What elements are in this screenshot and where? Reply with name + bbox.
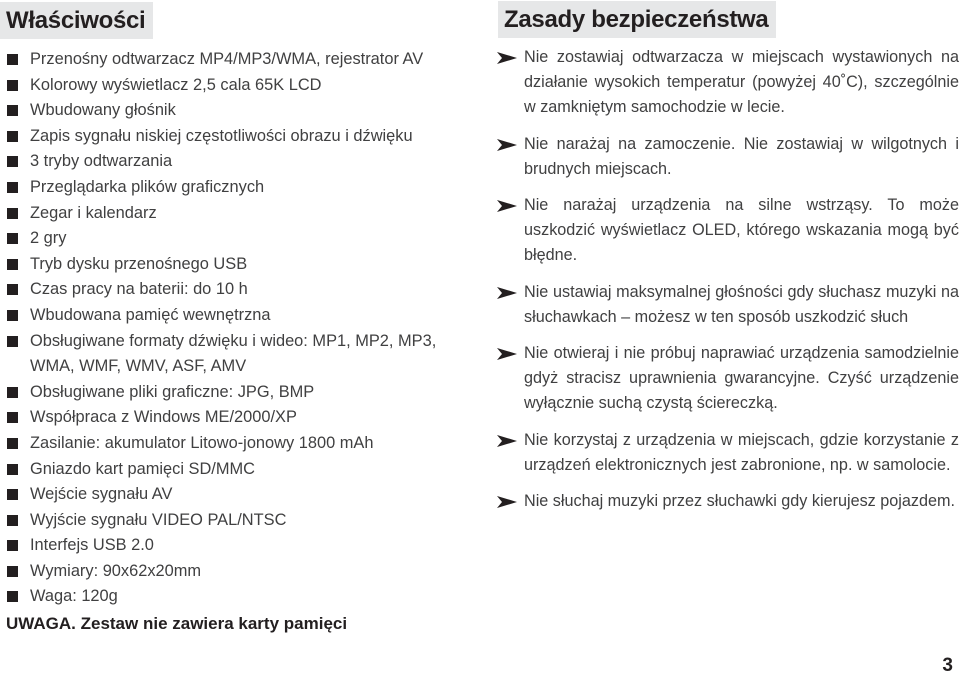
safety-text: Nie narażaj na zamoczenie. Nie zostawiaj w wilgotnych i brudnych miejscach. xyxy=(524,134,959,178)
list-item xyxy=(0,149,470,175)
square-bullet-icon xyxy=(7,515,18,526)
arrowhead-bullet-icon xyxy=(497,348,517,360)
arrowhead-bullet-icon xyxy=(497,496,517,508)
feature-text: Obsługiwane pliki graficzne: JPG, BMP xyxy=(30,382,315,401)
feature-text: Wbudowany głośnik xyxy=(30,101,176,120)
list-item xyxy=(0,559,470,585)
feature-text: 3 tryby odtwarzania xyxy=(30,152,173,171)
list-item xyxy=(0,584,470,610)
list-item xyxy=(0,329,470,380)
feature-text: Obsługiwane formaty dźwięku i wideo: MP1, MP2, MP3, WMA, WMF, WMV, ASF, AMV xyxy=(30,331,437,376)
square-bullet-icon xyxy=(7,464,18,475)
arrowhead-bullet-icon xyxy=(497,435,517,447)
feature-text: Zegar i kalendarz xyxy=(30,203,157,222)
list-item xyxy=(0,226,470,252)
list-item xyxy=(0,431,470,457)
square-bullet-icon xyxy=(7,259,18,270)
list-item xyxy=(0,98,470,124)
square-bullet-icon xyxy=(7,54,18,65)
square-bullet-icon xyxy=(7,131,18,142)
list-item xyxy=(497,428,959,478)
square-bullet-icon xyxy=(7,387,18,398)
list-item xyxy=(0,47,470,73)
feature-text: Kolorowy wyświetlacz 2,5 cala 65K LCD xyxy=(30,75,322,94)
list-item xyxy=(0,175,470,201)
feature-text: Przeglądarka plików graficznych xyxy=(30,177,265,196)
square-bullet-icon xyxy=(7,336,18,347)
list-item xyxy=(0,405,470,431)
square-bullet-icon xyxy=(7,591,18,602)
list-item xyxy=(497,341,959,417)
arrowhead-bullet-icon xyxy=(497,200,517,212)
list-item xyxy=(497,489,959,514)
feature-text: 2 gry xyxy=(30,229,67,248)
feature-text: Wyjście sygnału VIDEO PAL/NTSC xyxy=(30,510,287,529)
feature-text: Waga: 120g xyxy=(30,587,118,606)
safety-text: Nie korzystaj z urządzenia w miejscach, gdzie korzystanie z urządzeń elektronicznych jest zabronione, np. w samolocie. xyxy=(524,430,959,474)
list-item xyxy=(497,132,959,182)
list-item xyxy=(497,193,959,269)
list-item xyxy=(0,482,470,508)
feature-text: Czas pracy na baterii: do 10 h xyxy=(30,280,248,299)
features-heading: Właściwości xyxy=(0,2,153,39)
list-item xyxy=(0,457,470,483)
list-item xyxy=(0,252,470,278)
list-item xyxy=(0,277,470,303)
square-bullet-icon xyxy=(7,284,18,295)
safety-text: Nie zostawiaj odtwarzacza w miejscach wystawionych na działanie wysokich temperatur (powyżej 40˚C), szczególnie w zamkniętym samochodzie w lecie. xyxy=(524,48,959,117)
arrowhead-bullet-icon xyxy=(497,52,517,64)
square-bullet-icon xyxy=(7,156,18,167)
feature-text: Wejście sygnału AV xyxy=(30,485,173,504)
square-bullet-icon xyxy=(7,540,18,551)
list-item xyxy=(497,280,959,330)
feature-text: Gniazdo kart pamięci SD/MMC xyxy=(30,459,255,478)
square-bullet-icon xyxy=(7,208,18,219)
square-bullet-icon xyxy=(7,489,18,500)
feature-text: Współpraca z Windows ME/2000/XP xyxy=(30,408,297,427)
features-column xyxy=(0,0,470,610)
list-item xyxy=(0,124,470,150)
list-item xyxy=(0,201,470,227)
feature-text: Wbudowana pamięć wewnętrzna xyxy=(30,305,271,324)
square-bullet-icon xyxy=(7,310,18,321)
safety-text: Nie otwieraj i nie próbuj naprawiać urządzenia samodzielnie gdyż stracisz uprawnienia gwarancyjne. Czyść urządzenie wyłącznie suchą czystą ściereczką. xyxy=(524,344,959,413)
safety-heading: Zasady bezpieczeństwa xyxy=(498,1,776,38)
square-bullet-icon xyxy=(7,105,18,116)
feature-text: Interfejs USB 2.0 xyxy=(30,536,154,555)
safety-list xyxy=(497,45,959,514)
list-item xyxy=(0,73,470,99)
safety-text: Nie narażaj urządzenia na silne wstrząsy. To może uszkodzić wyświetlacz OLED, którego wskazania mogą być błędne. xyxy=(524,196,959,265)
square-bullet-icon xyxy=(7,412,18,423)
features-list xyxy=(0,47,470,610)
list-item xyxy=(0,533,470,559)
list-item xyxy=(0,380,470,406)
feature-text: Zapis sygnału niskiej częstotliwości obrazu i dźwięku xyxy=(30,126,413,145)
page-number: 3 xyxy=(942,655,953,676)
list-item xyxy=(0,303,470,329)
arrowhead-bullet-icon xyxy=(497,139,517,151)
square-bullet-icon xyxy=(7,182,18,193)
safety-column xyxy=(497,0,959,525)
square-bullet-icon xyxy=(7,438,18,449)
feature-text: Tryb dysku przenośnego USB xyxy=(30,254,248,273)
arrowhead-bullet-icon xyxy=(497,287,517,299)
square-bullet-icon xyxy=(7,80,18,91)
safety-text: Nie słuchaj muzyki przez słuchawki gdy kierujesz pojazdem. xyxy=(524,492,955,511)
feature-text: Przenośny odtwarzacz MP4/MP3/WMA, rejestrator AV xyxy=(30,50,424,68)
feature-text: Zasilanie: akumulator Litowo-jonowy 1800 mAh xyxy=(30,433,374,452)
square-bullet-icon xyxy=(7,566,18,577)
list-item xyxy=(0,508,470,534)
memory-card-note: UWAGA. Zestaw nie zawiera karty pamięci xyxy=(6,614,348,633)
feature-text: Wymiary: 90x62x20mm xyxy=(30,561,202,580)
square-bullet-icon xyxy=(7,233,18,244)
safety-text: Nie ustawiaj maksymalnej głośności gdy słuchasz muzyki na słuchawkach – możesz w ten sposób uszkodzić słuch xyxy=(524,282,959,326)
list-item xyxy=(497,45,959,121)
